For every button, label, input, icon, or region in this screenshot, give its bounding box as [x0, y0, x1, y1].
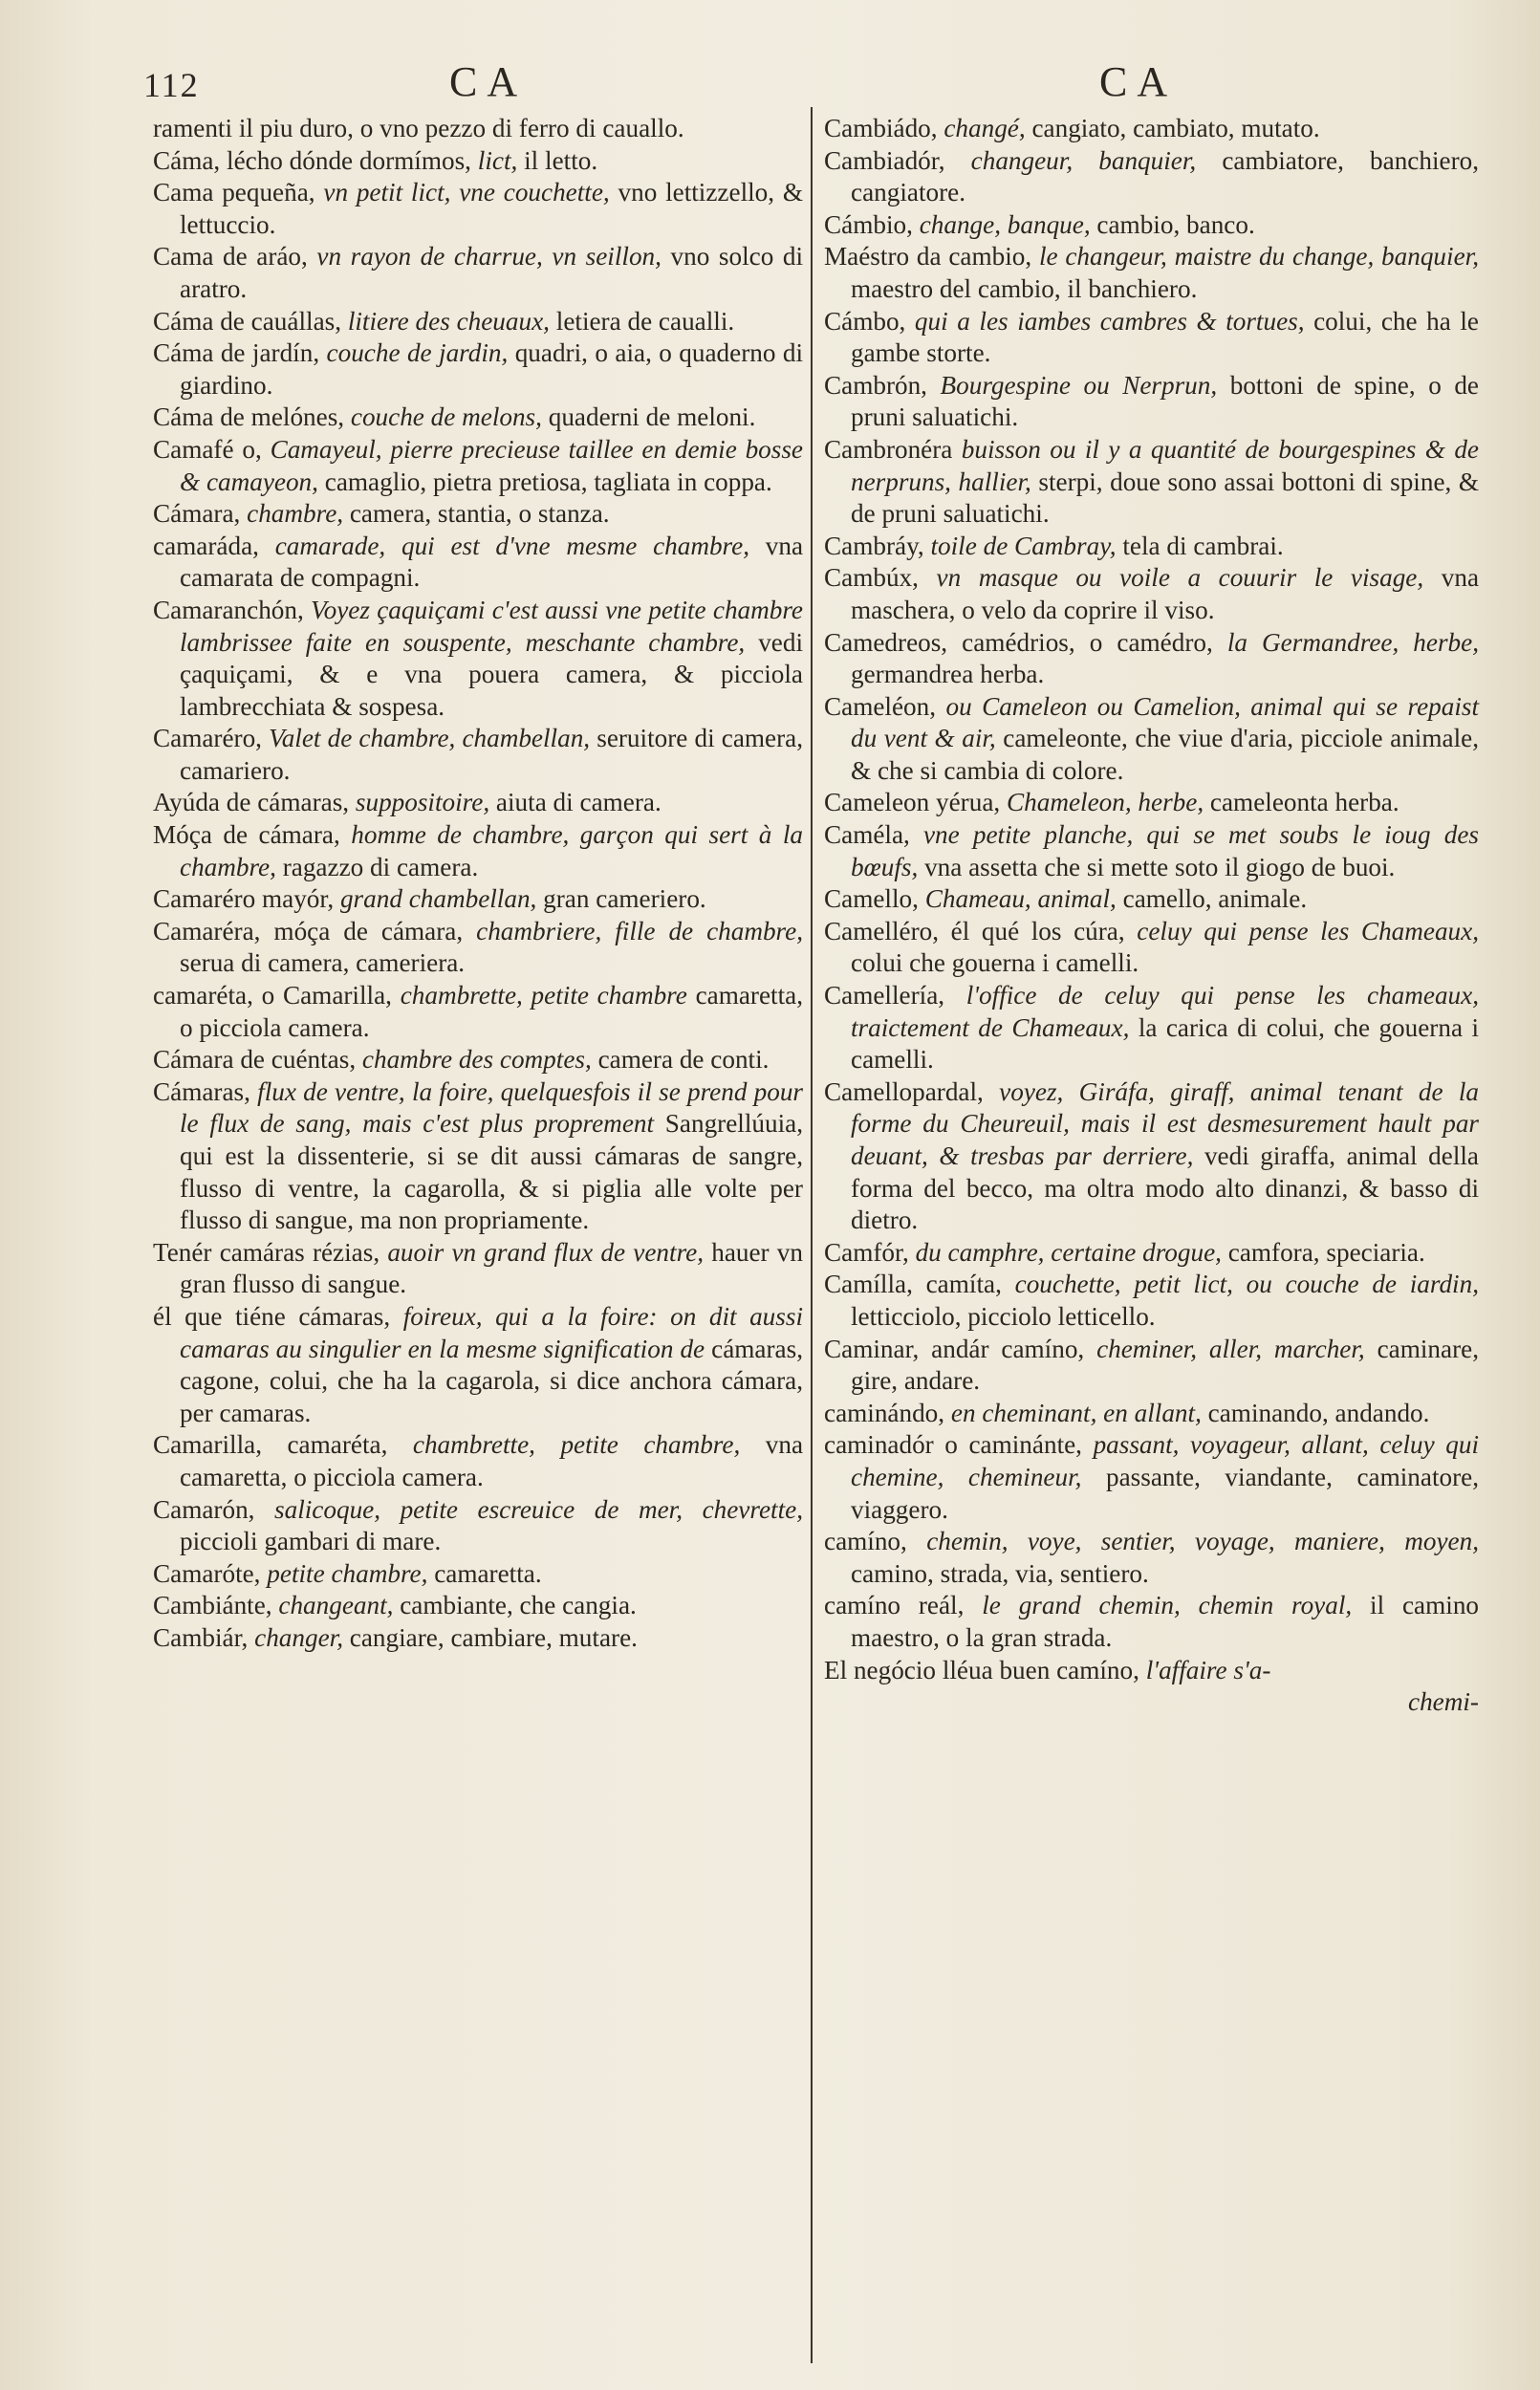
entry-italian-gloss: camaretta. — [434, 1558, 542, 1588]
entry-headword: camaréta, o Camarilla, — [153, 981, 392, 1010]
dictionary-entry — [824, 916, 1479, 980]
dictionary-entry — [153, 723, 803, 787]
dictionary-entry — [824, 145, 1479, 209]
entry-headword: Cama de aráo, — [153, 242, 308, 272]
entry-french-gloss: salicoque, petite escreuice de mer, chevrette, — [274, 1494, 803, 1524]
entry-italian-gloss: camaretta, o picciola camera. — [180, 981, 804, 1042]
entry-french-gloss: chambre des comptes, — [361, 1045, 592, 1075]
entry-french-gloss: ou Cameleon ou Camelion, animal qui se repaist du vent & air, — [851, 691, 1480, 753]
entry-italian-gloss: letiera de caualli. — [555, 306, 735, 336]
entry-italian-gloss: vedi giraffa, animal della forma del becco, ma oltra modo alto dinanzi, & basso di dietro. — [851, 1141, 1479, 1235]
entry-headword: Cama pequeña, — [153, 178, 315, 207]
entry-headword: Cámaras, — [153, 1076, 250, 1106]
entry-italian-gloss: letticciolo, picciolo letticello. — [851, 1301, 1156, 1331]
entry-italian-gloss: camfora, speciaria. — [1227, 1237, 1425, 1267]
entry-italian-gloss: la carica di colui, che gouerna i camelli. — [851, 1012, 1479, 1075]
entry-french-gloss: vn masque ou voile a couurir le visage, — [936, 563, 1424, 593]
dictionary-entry — [824, 787, 1479, 819]
entry-french-gloss: suppositoire, — [355, 788, 490, 817]
entry-italian-gloss: cambiante, che cangia. — [400, 1591, 637, 1620]
entry-italian-gloss: cameleonte, che viue d'aria, picciole animale, & che si cambia di colore. — [851, 724, 1479, 785]
entry-headword: Tenér camáras rézias, — [153, 1237, 380, 1267]
entry-french-gloss: Valet de chambre, chambellan, — [269, 724, 591, 753]
entry-italian-gloss: il letto. — [524, 145, 598, 175]
entry-italian-gloss: camera, stantia, o stanza. — [349, 499, 610, 529]
entry-italian-gloss: aiuta di camera. — [495, 788, 662, 817]
entry-italian-gloss: cangiato, cambiato, mutato. — [1031, 114, 1320, 142]
entry-french-gloss: lict, — [477, 145, 518, 175]
entry-french-gloss: homme de chambre, garçon qui sert à la chambre, — [180, 820, 804, 881]
entry-italian-gloss: cambiatore, banchiero, cangiatore. — [851, 145, 1480, 207]
entry-italian-gloss: camino, strada, via, sentiero. — [851, 1558, 1149, 1588]
dictionary-entry — [153, 1044, 803, 1076]
entry-french-gloss: Chameleon, herbe, — [1007, 788, 1204, 817]
entry-headword: Cámara, — [153, 499, 241, 529]
entry-italian-gloss: caminando, andando. — [1207, 1398, 1430, 1427]
entry-headword: Camedreos, camédrios, o camédro, — [824, 627, 1213, 657]
entry-french-gloss: changeant, — [278, 1591, 394, 1620]
entry-italian-gloss: cameleonta herba. — [1209, 788, 1399, 817]
entry-french-gloss: Chameau, animal, — [924, 884, 1117, 914]
dictionary-entry — [824, 883, 1479, 916]
entry-headword: Cambronéra — [824, 434, 953, 464]
entry-headword: Cáma de jardín, — [153, 338, 320, 368]
entry-headword: caminándo, — [824, 1398, 945, 1427]
entry-french-gloss: vn rayon de charrue, vn seillon, — [316, 242, 662, 272]
dictionary-entry — [153, 145, 803, 178]
entry-french-gloss: du camphre, certaine drogue, — [915, 1237, 1222, 1267]
dictionary-entry — [153, 498, 803, 531]
dictionary-entry — [824, 113, 1479, 145]
entry-french-gloss: changeur, banquier, — [970, 145, 1197, 175]
entry-headword: El negócio lléua buen camíno, — [824, 1655, 1139, 1684]
entry-headword: Camafé o, — [153, 434, 262, 464]
dictionary-entry — [153, 402, 803, 434]
entry-italian-gloss: camera de conti. — [597, 1045, 770, 1075]
dictionary-entry — [153, 1494, 803, 1558]
entry-italian-gloss: caminare, gire, andare. — [851, 1334, 1480, 1396]
entry-headword: él que tiéne cámaras, — [153, 1301, 391, 1331]
entry-french-gloss: vne petite planche, qui se met soubs le ioug des bœufs, — [851, 820, 1479, 881]
entry-french-gloss: litiere des cheuaux, — [347, 306, 550, 336]
entry-headword: Cáma de cauállas, — [153, 306, 342, 336]
entry-headword: Cambiánte, — [153, 1591, 272, 1620]
entry-italian-gloss: cangiare, cambiare, mutare. — [349, 1622, 638, 1652]
entry-headword: Cameléon, — [824, 691, 937, 721]
dictionary-entry — [153, 306, 803, 338]
entry-headword: Móça de cámara, — [153, 820, 340, 850]
entry-headword: Cáma, lécho dónde dormímos, — [153, 145, 471, 175]
running-head-left: CA — [449, 58, 528, 105]
entry-italian-gloss: vna camarata de compagni. — [180, 531, 804, 593]
dictionary-entry — [824, 370, 1479, 434]
entry-french-gloss: Voyez çaquiçami c'est aussi vne petite chambre lambrissee faite en souspente, meschante chambre, — [180, 595, 803, 657]
entry-french-gloss: changé, — [944, 114, 1026, 142]
entry-french-gloss: le changeur, maistre du change, banquier, — [1038, 242, 1479, 272]
entry-italian-gloss: serua di camera, cameriera. — [180, 948, 466, 978]
entry-italian-gloss: colui che gouerna i camelli. — [851, 948, 1139, 978]
entry-headword: Cameleon yérua, — [824, 788, 1001, 817]
entry-italian-gloss: vna assetta che si mette soto il giogo de buoi. — [924, 852, 1396, 881]
entry-headword: Camellería, — [824, 981, 945, 1010]
entry-french-gloss: l'affaire s'a- — [1145, 1655, 1271, 1684]
entry-french-gloss: qui a les iambes cambres & tortues, — [914, 306, 1305, 336]
entry-italian-gloss: maestro del cambio, il banchiero. — [851, 273, 1198, 303]
entry-italian-gloss: vna maschera, o velo da coprire il viso. — [851, 563, 1480, 624]
dictionary-entry — [824, 1526, 1479, 1590]
entry-french-gloss: couche de jardin, — [326, 338, 509, 368]
dictionary-entry — [824, 1237, 1479, 1270]
dictionary-entry — [153, 1429, 803, 1493]
entry-headword: camaráda, — [153, 531, 259, 560]
entry-headword: Cámara de cuéntas, — [153, 1045, 357, 1075]
entry-italian-gloss: hauer vn gran flusso di sangue. — [180, 1237, 803, 1299]
entry-italian-gloss: piccioli gambari di mare. — [180, 1527, 442, 1556]
entry-french-gloss: change, banque, — [919, 209, 1091, 239]
entry-french-gloss: chambre, — [247, 499, 344, 529]
dictionary-entry — [824, 1429, 1479, 1526]
entry-french-gloss: buisson ou il y a quantité de bourgespines & de nerpruns, hallier, — [851, 434, 1479, 496]
entry-headword: Cambiádo, — [824, 114, 938, 142]
entry-headword: Cambráy, — [824, 531, 924, 560]
entry-french-gloss: couchette, petit lict, ou couche de iardin, — [1014, 1270, 1479, 1299]
dictionary-entry — [153, 1558, 803, 1591]
entry-headword: Camílla, camíta, — [824, 1270, 1002, 1299]
dictionary-entry — [824, 1269, 1479, 1333]
dictionary-entry — [153, 980, 803, 1044]
dictionary-entry — [153, 434, 803, 498]
entry-headword: Cámbo, — [824, 306, 906, 336]
entry-french-gloss: changer, — [254, 1622, 343, 1652]
entry-french-gloss: couche de melons, — [350, 402, 542, 432]
dictionary-entry — [824, 1590, 1479, 1654]
entry-headword: Camelléro, él qué los cúra, — [824, 916, 1125, 945]
entry-italian-gloss: vedi çaquiçami, & e vna pouera camera, & picciola lambrecchiata & sospesa. — [180, 627, 803, 721]
dictionary-entry — [153, 113, 803, 145]
running-head-right: CA — [1099, 58, 1178, 105]
entry-french-gloss: Bourgespine ou Nerprun, — [940, 370, 1218, 400]
entry-headword: Cambiadór, — [824, 145, 945, 175]
entry-italian-gloss: passante, viandante, caminatore, viaggero. — [851, 1462, 1480, 1524]
entry-french-gloss: l'office de celuy qui pense les chameaux, traictement de Chameaux, — [851, 981, 1480, 1042]
entry-french-gloss: voyez, Giráfa, giraff, animal tenant de la forme du Cheureuil, mais il est desmesurement hault par deuant, & tresbas par derriere, — [851, 1076, 1479, 1170]
entry-french-gloss: vn petit lict, vne couchette, — [323, 178, 610, 207]
dictionary-entry — [824, 819, 1479, 883]
entry-italian-gloss: germandrea herba. — [851, 660, 1045, 689]
entry-italian-gloss: il camino maestro, o la gran strada. — [851, 1591, 1480, 1652]
dictionary-entry — [153, 337, 803, 402]
dictionary-entry — [153, 531, 803, 595]
dictionary-entry — [824, 209, 1479, 242]
entry-italian-gloss: colui, che ha le gambe storte. — [851, 306, 1479, 368]
entry-italian-gloss: Sangrellúuia, qui est la dissenterie, si se dit aussi cámaras de sangre, flusso di ventre, la cagarolla, & si piglia alle volte per flusso di sangue, ma non propriamente. — [180, 1109, 804, 1235]
dictionary-entry — [824, 562, 1479, 626]
entry-italian-gloss: quaderni de meloni. — [548, 402, 756, 432]
page-number: 112 — [143, 66, 200, 104]
entry-french-gloss: auoir vn grand flux de ventre, — [387, 1237, 705, 1267]
entry-italian-gloss: ragazzo di camera. — [282, 852, 479, 881]
entry-french-gloss: chemin, voye, sentier, voyage, maniere, moyen, — [926, 1527, 1480, 1556]
dictionary-entry — [153, 916, 803, 980]
entry-french-gloss: foireux, qui a la foire: on dit aussi camaras au singulier en la mesme signification de — [180, 1301, 803, 1363]
entry-headword: Camaréro mayór, — [153, 884, 335, 914]
dictionary-entry — [824, 531, 1479, 563]
entry-french-gloss: la Germandree, herbe, — [1226, 627, 1480, 657]
dictionary-entry — [153, 1301, 803, 1429]
entry-italian-gloss: seruitore di camera, camariero. — [180, 724, 804, 785]
entry-headword: Maéstro da cambio, — [824, 242, 1032, 272]
entry-french-gloss: passant, voyageur, allant, celuy qui chemine, chemineur, — [851, 1430, 1480, 1491]
entry-french-gloss: cheminer, aller, marcher, — [1096, 1334, 1365, 1363]
dictionary-entry — [824, 306, 1479, 370]
dictionary-entry — [153, 1237, 803, 1301]
dictionary-entry — [153, 819, 803, 883]
entry-french-gloss: flux de ventre, la foire, quelquesfois il se prend pour le flux de sang, mais c'est plus proprement — [180, 1076, 803, 1139]
entry-headword: camíno, — [824, 1527, 907, 1556]
dictionary-entry — [824, 691, 1479, 788]
entry-italian-gloss: cámaras, cagone, colui, che ha la cagarola, si dice anchora cámara, per camaras. — [180, 1334, 803, 1427]
column-divider — [811, 107, 813, 2363]
entry-french-gloss: celuy qui pense les Chameaux, — [1137, 916, 1480, 945]
dictionary-entry — [153, 787, 803, 819]
dictionary-entry — [824, 1655, 1479, 1687]
dictionary-entry — [824, 1398, 1479, 1430]
entry-headword: Camarilla, camaréta, — [153, 1430, 388, 1460]
entry-italian-gloss: tela di cambrai. — [1122, 531, 1284, 560]
entry-italian-gloss: camaglio, pietra pretiosa, tagliata in coppa. — [324, 467, 772, 496]
entry-headword: Camaréro, — [153, 724, 262, 753]
entry-french-gloss: camarade, qui est d'vne mesme chambre, — [274, 531, 749, 560]
left-column — [153, 113, 803, 1655]
entry-headword: Cambiár, — [153, 1622, 249, 1652]
entry-headword: Caminar, andár camíno, — [824, 1334, 1085, 1363]
catchword: chemi- — [1408, 1687, 1479, 1717]
dictionary-entry — [153, 1076, 803, 1237]
dictionary-entry — [153, 883, 803, 916]
entry-french-gloss: en cheminant, en allant, — [950, 1398, 1202, 1427]
dictionary-entry — [153, 1590, 803, 1622]
entry-french-gloss: chambrette, petite chambre, — [412, 1430, 741, 1460]
entry-french-gloss: chambriere, fille de chambre, — [476, 916, 803, 945]
dictionary-entry — [824, 434, 1479, 531]
entry-headword: Camello, — [824, 884, 919, 914]
entry-headword: ramenti il piu duro, o vno pezzo di ferro di cauallo. — [153, 114, 684, 142]
entry-headword: Cáma de melónes, — [153, 402, 345, 432]
dictionary-entry — [824, 1334, 1479, 1398]
dictionary-entry — [824, 627, 1479, 691]
entry-headword: Caméla, — [824, 820, 910, 850]
dictionary-entry — [824, 980, 1479, 1076]
entry-french-gloss: Camayeul, pierre precieuse taillee en demie bosse & camayeon, — [180, 434, 803, 496]
dictionary-entry — [824, 241, 1479, 305]
dictionary-entry — [153, 177, 803, 241]
entry-headword: caminadór o caminánte, — [824, 1430, 1082, 1460]
dictionary-entry — [153, 1622, 803, 1655]
entry-italian-gloss: vno lettizzello, & lettuccio. — [180, 178, 803, 239]
entry-french-gloss: toile de Cambray, — [930, 531, 1117, 560]
dictionary-entry — [824, 1076, 1479, 1237]
entry-italian-gloss: cambio, banco. — [1096, 209, 1255, 239]
entry-italian-gloss: gran cameriero. — [543, 884, 706, 914]
right-column — [824, 113, 1479, 1719]
entry-headword: Camellopardal, — [824, 1076, 984, 1106]
entry-french-gloss: grand chambellan, — [339, 884, 537, 914]
entry-headword: Camaréra, móça de cámara, — [153, 916, 464, 945]
entry-italian-gloss: bottoni de spine, o de pruni saluatichi. — [851, 370, 1480, 432]
entry-french-gloss: chambrette, petite chambre — [400, 981, 687, 1010]
dictionary-entry — [153, 241, 803, 305]
entry-headword: Cámbio, — [824, 209, 913, 239]
entry-italian-gloss: camello, animale. — [1122, 884, 1308, 914]
entry-headword: Ayúda de cámaras, — [153, 788, 350, 817]
entry-headword: Camaróte, — [153, 1558, 261, 1588]
entry-italian-gloss: quadri, o aia, o quaderno di giardino. — [180, 338, 804, 400]
entry-headword: Cambúx, — [824, 563, 919, 593]
entry-headword: camíno reál, — [824, 1591, 965, 1620]
entry-french-gloss: le grand chemin, chemin royal, — [982, 1591, 1353, 1620]
entry-headword: Camarón, — [153, 1494, 255, 1524]
entry-headword: Camfór, — [824, 1237, 909, 1267]
entry-headword: Cambrón, — [824, 370, 927, 400]
entry-italian-gloss: vno solco di aratro. — [180, 242, 804, 303]
entry-italian-gloss: vna camaretta, o picciola camera. — [180, 1430, 804, 1491]
entry-french-gloss: petite chambre, — [267, 1558, 428, 1588]
entry-headword: Camaranchón, — [153, 595, 304, 624]
dictionary-entry — [153, 595, 803, 723]
entry-italian-gloss: sterpi, doue sono assai bottoni di spine, & de pruni saluatichi. — [851, 467, 1480, 529]
